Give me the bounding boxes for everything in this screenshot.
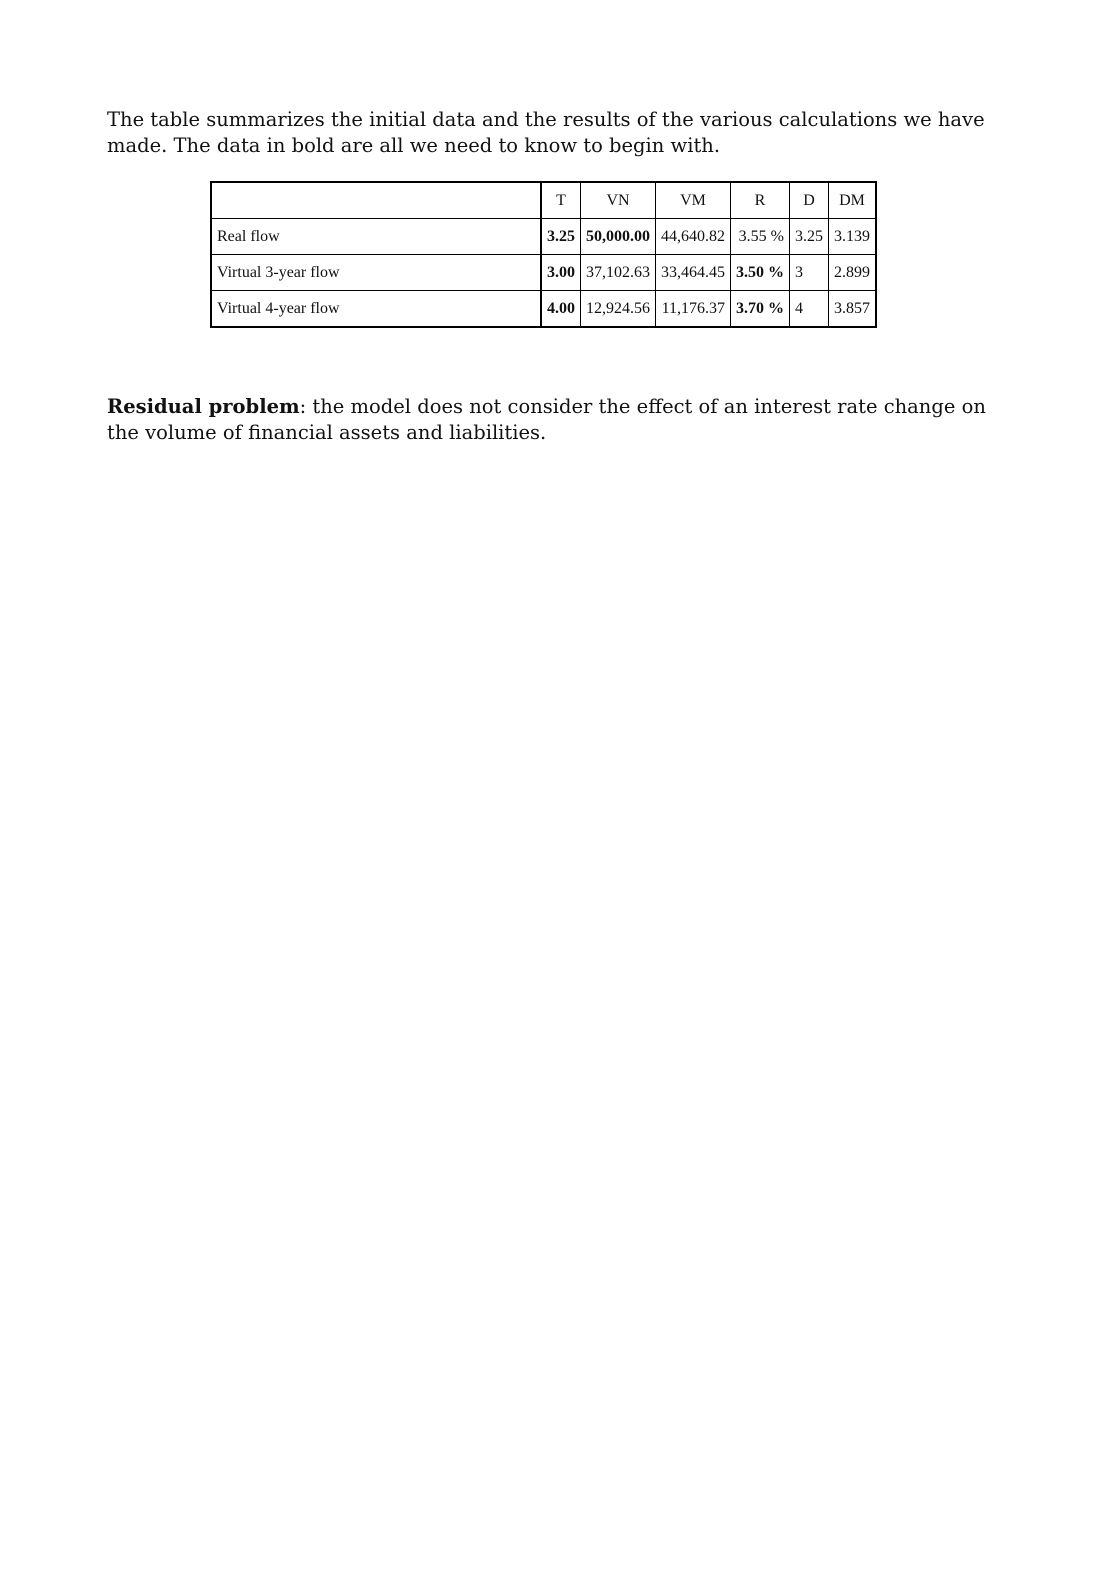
cell-r: 3.50 % bbox=[731, 255, 790, 291]
cell-d: 4 bbox=[790, 291, 829, 328]
residual-term: Residual problem bbox=[107, 395, 300, 418]
row-label: Real flow bbox=[211, 219, 541, 255]
cell-t: 3.00 bbox=[541, 255, 581, 291]
cell-r: 3.70 % bbox=[731, 291, 790, 328]
residual-text: : the model does not consider the effect of an interest rate change on the volume of financial assets and liabilities. bbox=[107, 395, 986, 444]
cell-r: 3.55 % bbox=[731, 219, 790, 255]
table-row bbox=[211, 291, 876, 328]
table-row bbox=[211, 255, 876, 291]
cell-d: 3.25 bbox=[790, 219, 829, 255]
cell-vm: 11,176.37 bbox=[656, 291, 731, 328]
cell-vn: 12,924.56 bbox=[581, 291, 656, 328]
cell-t: 4.00 bbox=[541, 291, 581, 328]
header-dm: DM bbox=[829, 182, 877, 219]
row-label: Virtual 4-year flow bbox=[211, 291, 541, 328]
cell-t: 3.25 bbox=[541, 219, 581, 255]
header-r: R bbox=[731, 182, 790, 219]
intro-paragraph: The table summarizes the initial data and the results of the various calculations we have made. The data in bold are all we need to know to begin with. bbox=[107, 108, 985, 157]
cell-vn: 50,000.00 bbox=[581, 219, 656, 255]
cell-vm: 44,640.82 bbox=[656, 219, 731, 255]
cell-d: 3 bbox=[790, 255, 829, 291]
header-corner-cell bbox=[211, 182, 541, 219]
header-vm: VM bbox=[656, 182, 731, 219]
cell-dm: 2.899 bbox=[829, 255, 877, 291]
table-header-row bbox=[211, 182, 876, 219]
header-vn: VN bbox=[581, 182, 656, 219]
row-label: Virtual 3-year flow bbox=[211, 255, 541, 291]
header-d: D bbox=[790, 182, 829, 219]
cell-vm: 33,464.45 bbox=[656, 255, 731, 291]
residual-paragraph bbox=[107, 394, 1007, 446]
header-t: T bbox=[541, 182, 581, 219]
cell-dm: 3.139 bbox=[829, 219, 877, 255]
summary-table bbox=[210, 181, 877, 328]
table-row bbox=[211, 219, 876, 255]
cell-dm: 3.857 bbox=[829, 291, 877, 328]
cell-vn: 37,102.63 bbox=[581, 255, 656, 291]
